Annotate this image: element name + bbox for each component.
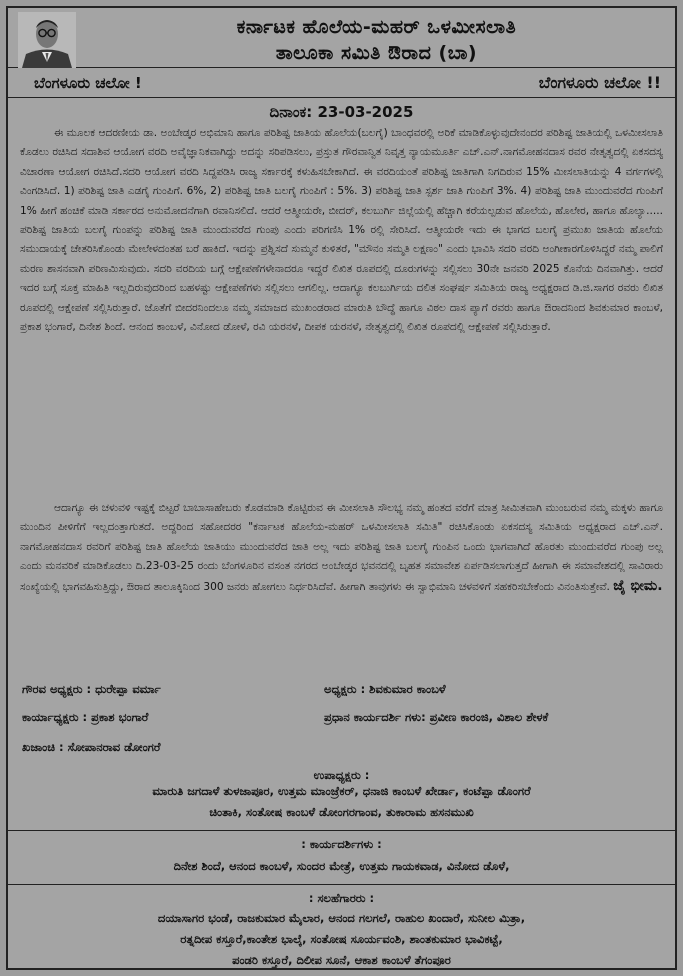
flyer-page [6,6,677,970]
advisors-section [8,891,675,974]
date-label: ದಿನಾಂಕ: 23-03-2025 [269,103,414,121]
slogan-right: ಬೆಂಗಳೂರು ಚಲೋ !! [538,73,661,92]
jai-bhim: ಜೈ ಭೀಮ. [613,577,663,594]
advisors-line: ರತ್ನದೀಪ ಕಸ್ತೂರೆ,ಕಾಂತೇಶ ಭಾಲ್ಕೆ, ಸಂತೋಷ ಸೂರ್ಯವಂಶಿ, ಶಾಂತಕುಮಾರ ಭಾವಿಕಟ್ಟೆ, [180,932,503,946]
flyer-header [8,8,675,68]
secretaries-title: : ಕಾರ್ಯದರ್ಶಿಗಳು : [301,837,382,851]
org-name-line1: ಕರ್ನಾಟಕ ಹೊಲೆಯ-ಮಹರ್ ಒಳಮೀಸಲಾತಿ [236,16,517,38]
body-paragraph-1: ಈ ಮೂಲಕ ಆದರಣೀಯ ಡಾ. ಅಂಬೇಡ್ಕರ ಅಭಿಮಾನಿ ಹಾಗೂ ಪರಿಶಿಷ್ಟ ಜಾತಿಯ ಹೊಲೆಯ(ಬಲಗೈ) ಬಾಂಧವರಲ್ಲಿ ಅರಿಕೆ ಮಾಡಿಕೊಳ್ಳುವುದೇನಂದರ ಪರಿಶಿಷ್ಟ ಜಾತಿಯಲ್ಲಿ ಒಳಮೀಸಲಾತಿ ಕೊಡಲು ರಚಿಸಿದ ಸದಾಶಿವ ಆಯೋಗ ವರದಿ ಅವೈಜ್ಞಾನಿಕವಾಗಿದ್ದು ಅದನ್ನು ಸರಿಪಡಿಸಲು, ಪ್ರಸ್ತುತ ಗೌರವಾನ್ವಿತ ನಿವೃತ್ತ ನ್ಯಾಯಮೂರ್ತಿ ಎಚ್.ಎನ್.ನಾಗಮೋಹನದಾಸ ರವರ ನೇತೃತ್ವದಲ್ಲಿ ಏಕಸದಸ್ಯ ವಿಚಾರಣಾ ಆಯೋಗ ರಚಿಸಿದೆ.ಸದರಿ ಆಯೋಗ ವರದಿ ಸಿದ್ದಪಡಿಸಿ ರಾಜ್ಯ ಸರ್ಕಾರಕ್ಕೆ ಕಳುಹಿಸಬೇಕಾಗಿದೆ. ಈ ವರದಿಯಂತೆ ಪರಿಶಿಷ್ಟ ಜಾತಿಗಾಗಿ ನಿಗದಿರುವ 15% ಮೀಸಲಾತಿಯನ್ನು 4 ವರ್ಗಗಳಲ್ಲಿ ವಿಂಗಡಿಸಿದೆ. 1) ಪರಿಶಿಷ್ಟ ಜಾತಿ ಎಡಗೈ ಗುಂಪಿಗೆ. 6%, 2) ಪರಿಶಿಷ್ಟ ಜಾತಿ ಬಲಗೈ ಗುಂಪಿಗೆ : 5%. 3) ಪರಿಶಿಷ್ಟ ಜಾತಿ ಸ್ಪರ್ಶ ಜಾತಿ ಗುಂಪಿಗೆ 3%. 4) ಪರಿಶಿಷ್ಟ ಜಾತಿ ಮುಂದುವರೆದ ಗುಂಪಿಗೆ 1% ಹೀಗೆ ಹಂಚಿಕೆ ಮಾಡಿ ಸರ್ಕಾರದ ಅನುಮೋದನೆಗಾಗಿ ರವಾನಿಸಲಿದೆ. ಆದರೆ ಆತ್ಮೀಯರೇ, ಬೀದರ್, ಕಲಬುರ್ಗಿ ಜಿಲ್ಲೆಯಲ್ಲಿ ಹೆಚ್ಚಾಗಿ ಕರೆಯಲ್ಪಡುವ ಹೊಲೆಯ, ಹೊಲೇರ, ಹಾಗೂ ಹೊಲ್ಯಾ..... ಪರಿಶಿಷ್ಟ ಜಾತಿಯ ಬಲಗೈ ಗುಂಪನ್ನು ಪರಿಶಿಷ್ಟ ಜಾತಿ ಮುಂದುವರೆದ ಗುಂಪು ಎಂದು ಪರಿಗಣಿಸಿ 1% ರಲ್ಲಿ ಸೇರಿಸಿದೆ. ಆತ್ಮೀಯರೇ ಇದು ಈ ಭಾಗದ ಬಲಗೈ ಪ್ರಮುಖ ಜಾತಿಯ ಹೊಲೆಯ ಸಮುದಾಯಕ್ಕೆ ಚೇತರಿಸಿಕೊಂಡು ಮೇಲೇಳದಂತಹ ಬರೆ ಹಾಕಿದೆ. ಇದನ್ನು ಪ್ರಶ್ನಿಸದೆ ಸುಮ್ಮನೆ ಕುಳಿತರೆ, "ಮೌನಂ ಸಮ್ಮತಿ ಲಕ್ಷಣಂ" ಎಂದು ಭಾವಿಸಿ ಸದರಿ ವರದಿ ಅಂಗೀಕಾರಗೊಳಿಸಿದ್ದರೆ ನಮ್ಮ ಪಾಲಿಗೆ ಮರಣ ಶಾಸನವಾಗಿ ಪರಿಣಮಿಸುವುದು. ಸದರಿ ವರದಿಯ ಬಗ್ಗೆ ಆಕ್ಷೇಪಣೆಗಳೇನಾದರೂ ಇದ್ದರೆ ಲಿಖಿತ ರೂಪದಲ್ಲಿ ದೂರುಗಳನ್ನು ಸಲ್ಲಿಸಲು 30ನೇ ಜನವರಿ 2025 ಕೊನೆಯ ದಿನವಾಗಿತ್ತು. ಆದರೆ ಇದರ ಬಗ್ಗೆ ಸೂಕ್ತ ಮಾಹಿತಿ ಇಲ್ಲದಿರುವುದರಿಂದ ಬಹಳಷ್ಟು ಆಕ್ಷೇಪಣೆಗಳು ಸಲ್ಲಿಸಲು ಆಗಲಿಲ್ಲ. ಆದಾಗ್ಯೂ ಕಲಬುರ್ಗಿಯ ದಲಿತ ಸಂಘರ್ಷ ಸಮಿತಿಯ ರಾಜ್ಯ ಅಧ್ಯಕ್ಷರಾದ ಡಿ.ಜಿ.ಸಾಗರ ರವರು ಲಿಖಿತ ರೂಪದಲ್ಲಿ ಆಕ್ಷೇಪಣೆ ಸಲ್ಲಿಸಿರುತ್ತಾರೆ. ಜೊತೆಗೆ ಬೀದರನಿಂದಲೂ ನಮ್ಮ ಸಮಾಜದ ಮುಖಂಡರಾದ ಮಾರುತಿ ಬೌದ್ಧೆ ಹಾಗೂ ವಿಠಲ ದಾಸ ಪ್ಯಾಗೆ ರವರು ಹಾಗೂ ಔರಾದನಿಂದ ಶಿವಕುಮಾರ ಕಾಂಬಳೆ, ಪ್ರಕಾಶ ಭಂಗಾರೆ, ದಿನೇಶ ಶಿಂದೆ. ಆನಂದ ಕಾಂಬಳೆ, ವಿನೋದ ಡೋಳೆ, ರವಿ ಯರನಳೆ, ದೀಪಕ ಯರನಳೆ, ನೇತೃತ್ವದಲ್ಲಿ ಲಿಖಿತ ರೂಪದಲ್ಲಿ ಆಕ್ಷೇಪಣೆ ಸಲ್ಲಿಸಿರುತ್ತಾರೆ. [20,127,663,334]
ambedkar-portrait-icon [18,12,76,68]
advisors-line: ಪಂಡರಿ ಕಸ್ತೂರೆ, ದಿಲೀಪ ಸೂನೆ, ಆಕಾಶ ಕಾಂಬಳೆ ತೆಗಂಪೂರ [232,953,451,967]
vice-presidents-section [8,768,675,826]
advisors-title: : ಸಲಹೆಗಾರರು : [308,891,375,905]
secretaries-line: ದಿನೇಶ ಶಿಂದೆ, ಆನಂದ ಕಾಂಬಳೆ, ಸುಂದರ ಮೇತ್ರೆ, ಉತ್ತಮ ಗಾಯಕವಾಡ, ವಿನೋದ ಡೊಳೆ, [173,859,510,873]
body-paragraph-2 [8,499,675,674]
working-president: ಕಾರ್ಯಾಧ್ಯಕ್ಷರು : ಪ್ರಕಾಶ ಭಂಗಾರೆ [22,710,149,724]
office-bearers [8,680,675,768]
vice-presidents-title: ಉಪಾಧ್ಯಕ್ಷರು : [313,768,370,782]
section-divider [8,830,675,831]
slogan-bar [8,68,675,98]
president: ಅಧ್ಯಕ್ಷರು : ಶಿವಕುಮಾರ ಕಾಂಬಳೆ [324,682,446,696]
general-secretaries: ಪ್ರಧಾನ ಕಾರ್ಯದರ್ಶಿ ಗಳು: ಪ್ರವೀಣ ಕಾರಂಜಿ, ವಿಶಾಲ ಶೇಳಕೆ [324,710,549,724]
org-name-line2: ತಾಲೂಕಾ ಸಮಿತಿ ಔರಾದ (ಬಾ) [275,42,478,64]
advisors-line: ದಯಾಸಾಗರ ಭಂಡೆ, ರಾಜಕುಮಾರ ಮೈಲಾರ, ಆನಂದ ಗಲಗಲೆ, ರಾಹುಲ ಖಂದಾರೆ, ಸುನೀಲ ಮಿತ್ರಾ, [157,911,526,925]
honorary-president: ಗೌರವ ಅಧ್ಯಕ್ಷರು : ಧುರೇಪ್ಪಾ ವರ್ಮಾ [22,682,161,696]
vice-presidents-line: ಚಿಂತಾಕಿ, ಸಂತೋಷ ಕಾಂಬಳೆ ಡೋಂಗರಗಾಂವ, ತುಕಾರಾಮ ಹಸನಮುಖಿ [209,805,474,819]
vice-presidents-line: ಮಾರುತಿ ಜಗದಾಳೆ ತುಳಜಾಪೂರ, ಉತ್ತಮ ಮಾಂಜ್ರೆಕರ್, ಧನಾಜಿ ಕಾಂಬಳೆ ಖೇರ್ಡಾ, ಕಂಟೆಪ್ಪಾ ಡೊಂಗರೆ [152,784,531,798]
slogan-left: ಬೆಂಗಳೂರು ಚಲೋ ! [34,74,142,92]
body-paragraph-2-text: ಆದಾಗ್ಯೂ ಈ ಚಳುವಳಿ ಇಷ್ಟಕ್ಕೆ ಬಿಟ್ಟರೆ ಬಾಬಾಸಾಹೇಬರು ಕೊಡಮಾಡಿ ಕೊಟ್ಟಿರುವ ಈ ಮೀಸಲಾತಿ ಸೌಲಭ್ಯ ನಮ್ಮ ಹಂತದ ವರೆಗೆ ಮಾತ್ರ ಸೀಮಿತವಾಗಿ ಮುಂಬರುವ ನಮ್ಮ ಮಕ್ಕಳು ಹಾಗೂ ಮುಂದಿನ ಪೀಳಿಗೆಗೆ ಇಲ್ಲದಂತ್ತಾಗುತದೆ. ಅದ್ದರಿಂದ ಸಹೋದರರ "ಕರ್ನಾಟಕ ಹೊಲೆಯ-ಮಹರ್ ಒಳಮೀಸಲಾತಿ ಸಮಿತಿ" ರಚಿಸಿಕೊಂಡು ಏಕಸದಸ್ಯ ಸಮಿತಿಯ ಅಧ್ಯಕ್ಷರಾದ ಎಚ್.ಎನ್. ನಾಗಮೋಹನದಾಸ ರವರಿಗೆ ಪರಿಶಿಷ್ಟ ಜಾತಿ ಹೊಲೆಯ ಜಾತಿಯು ಮುಂದುವರೆದ ಜಾತಿ ಅಲ್ಲ ಇದು ಪರಿಶಿಷ್ಟ ಜಾತಿ ಬಲಗೈ ಗುಂಪಿನ ಒಂದು ಭಾಗವಾಗಿದೆ ಹೊರತು ಮುಂದುವರೆದ ಗುಂಪು ಅಲ್ಲ ಎಂದು ಮನವರಿಕೆ ಮಾಡಿಕೊಡಲು ದಿ.23-03-25 ರಂದು ಬೆಂಗಳೂರಿನ ವಸಂತ ನಗರದ ಅಂಬೇಡ್ಕರ ಭವನದಲ್ಲಿ ಬೃಹತ ಸಮಾವೇಶ ಏರ್ಪಡಿಸಲಾಗುತ್ತದೆ ಹೀಗಾಗಿ ಈ ಸಮಾವೇಶದಲ್ಲಿ ಸಾವಿರಾರು ಸಂಖ್ಯೆಯಲ್ಲಿ ಭಾಗವಹಿಸುತ್ತಿದ್ದು, ಔರಾದ ತಾಲೂಕ್ಕಿನಿಂದ 300 ಜನರು ಹೋಗಲು ನಿರ್ಧರಿಸಿದೆವೆ. ಹೀಗಾಗಿ ತಾವುಗಳು ಈ ಸ್ವಾಭಿಮಾನಿ ಚಳವಳಿಗೆ ಸಹಕರಿಸಬೇಕೆಂದು ವಿನಂತಿಸುತ್ತೇವೆ. [20,502,663,593]
section-divider [8,884,675,885]
treasurer: ಖಜಾಂಚಿ : ಸೋಪಾನರಾವ ಡೋಂಗರೆ [22,740,161,754]
secretaries-section [8,837,675,880]
